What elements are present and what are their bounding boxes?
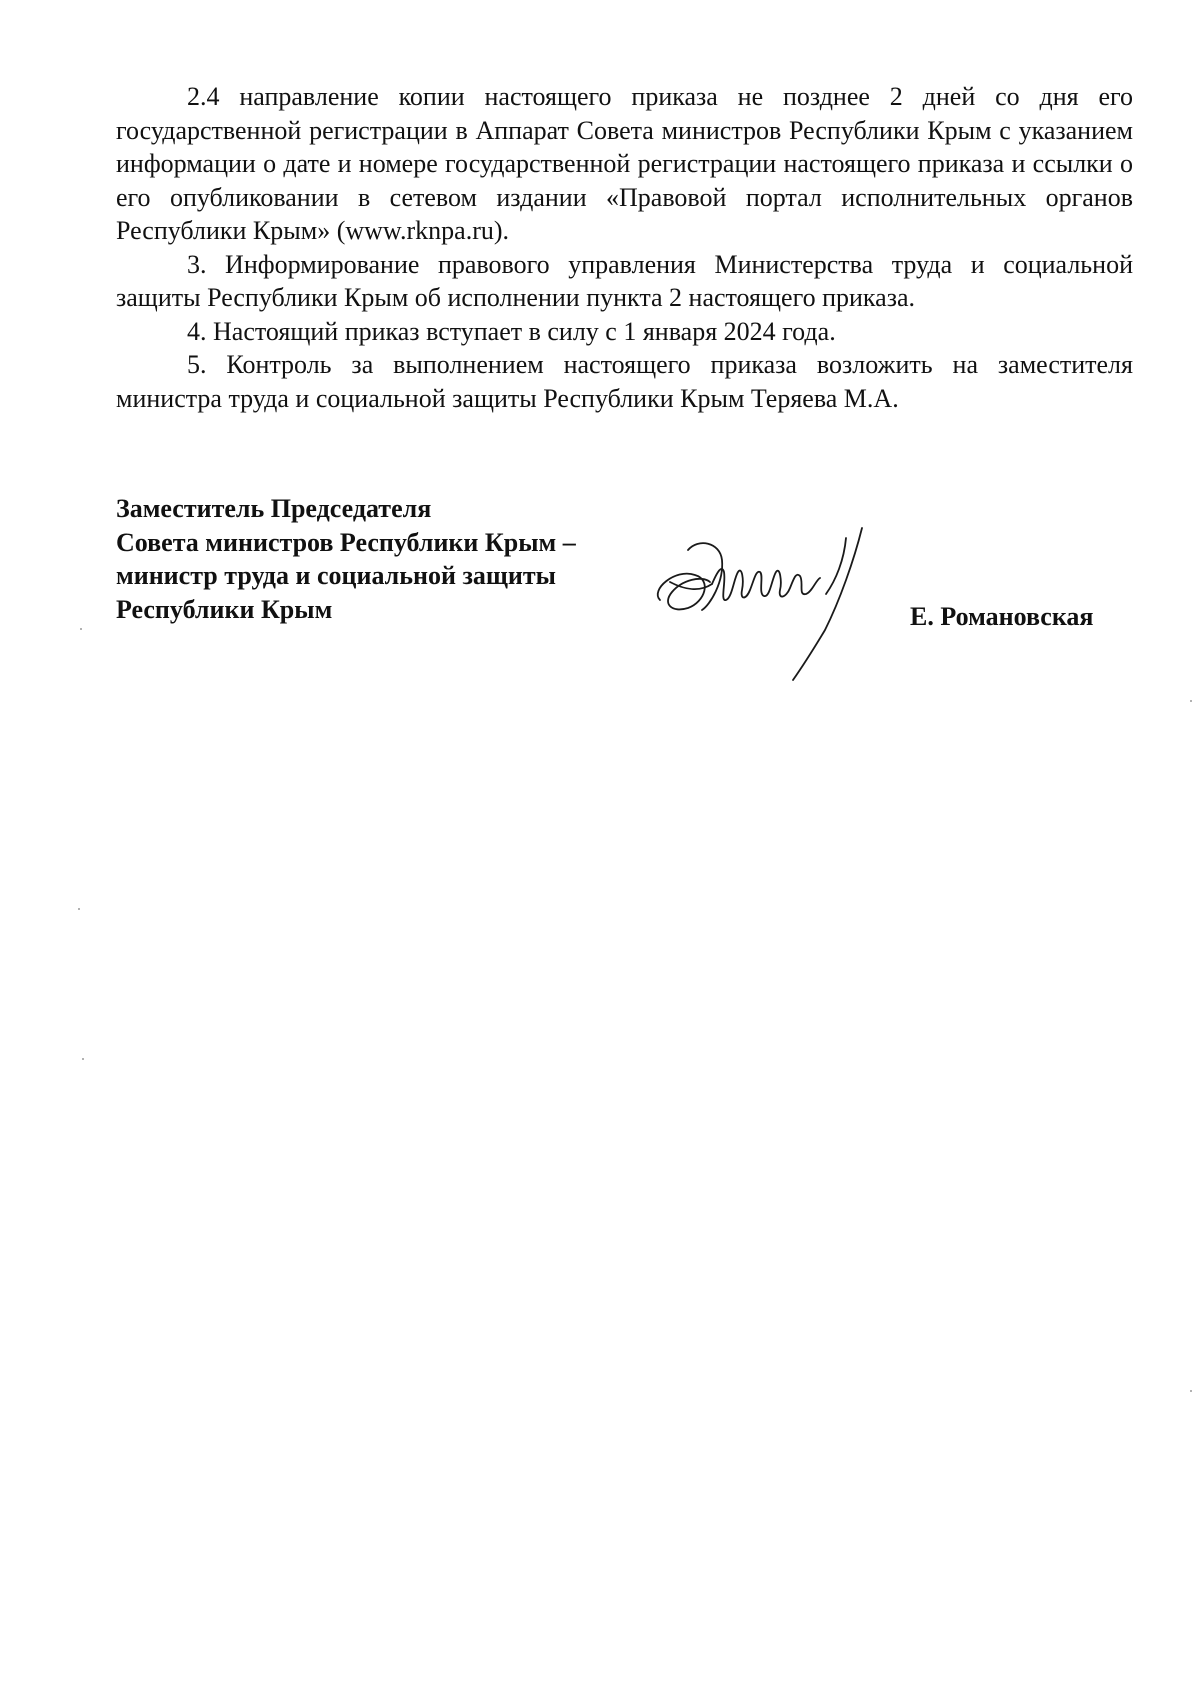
signatory-title-line: министр труда и социальной защиты	[116, 561, 556, 590]
scan-speck	[1190, 1390, 1192, 1392]
scan-speck	[78, 908, 80, 910]
scan-speck	[82, 1058, 84, 1060]
paragraph-5: 5. Контроль за выполнением настоящего приказа возложить на заместителя министра труда и социальной защиты Республики Крым Теряева М.А.	[116, 350, 1133, 413]
signatory-title	[116, 492, 576, 626]
signatory-title-line: Республики Крым	[116, 594, 333, 624]
signatory-title-line: Совета министров Республики Крым –	[116, 527, 576, 557]
paragraph-4: 4. Настоящий приказ вступает в силу с 1 января 2024 года.	[187, 316, 836, 346]
signatory-title-line: Заместитель Председателя	[116, 494, 432, 523]
handwritten-signature	[650, 520, 880, 685]
signatory-name: Е. Романовская	[910, 602, 1094, 631]
document-body	[116, 80, 1133, 415]
scan-speck	[80, 628, 82, 630]
paragraph-3: 3. Информирование правового управления Министерства труда и социальной защиты Республики Крым об исполнении пункта 2 настоящего приказа.	[116, 249, 1133, 312]
paragraph-2-4: 2.4 направление копии настоящего приказа не позднее 2 дней со дня его государственной регистрации в Аппарат Совета министров Республики Крым с указанием информации о дате и номере государственной регистрации настоящего приказа и ссылки о его опубликовании в сетевом издании «Правовой портал исполнительных органов Республики Крым» (www.rknpa.ru).	[116, 82, 1133, 245]
scan-speck	[1190, 700, 1192, 702]
